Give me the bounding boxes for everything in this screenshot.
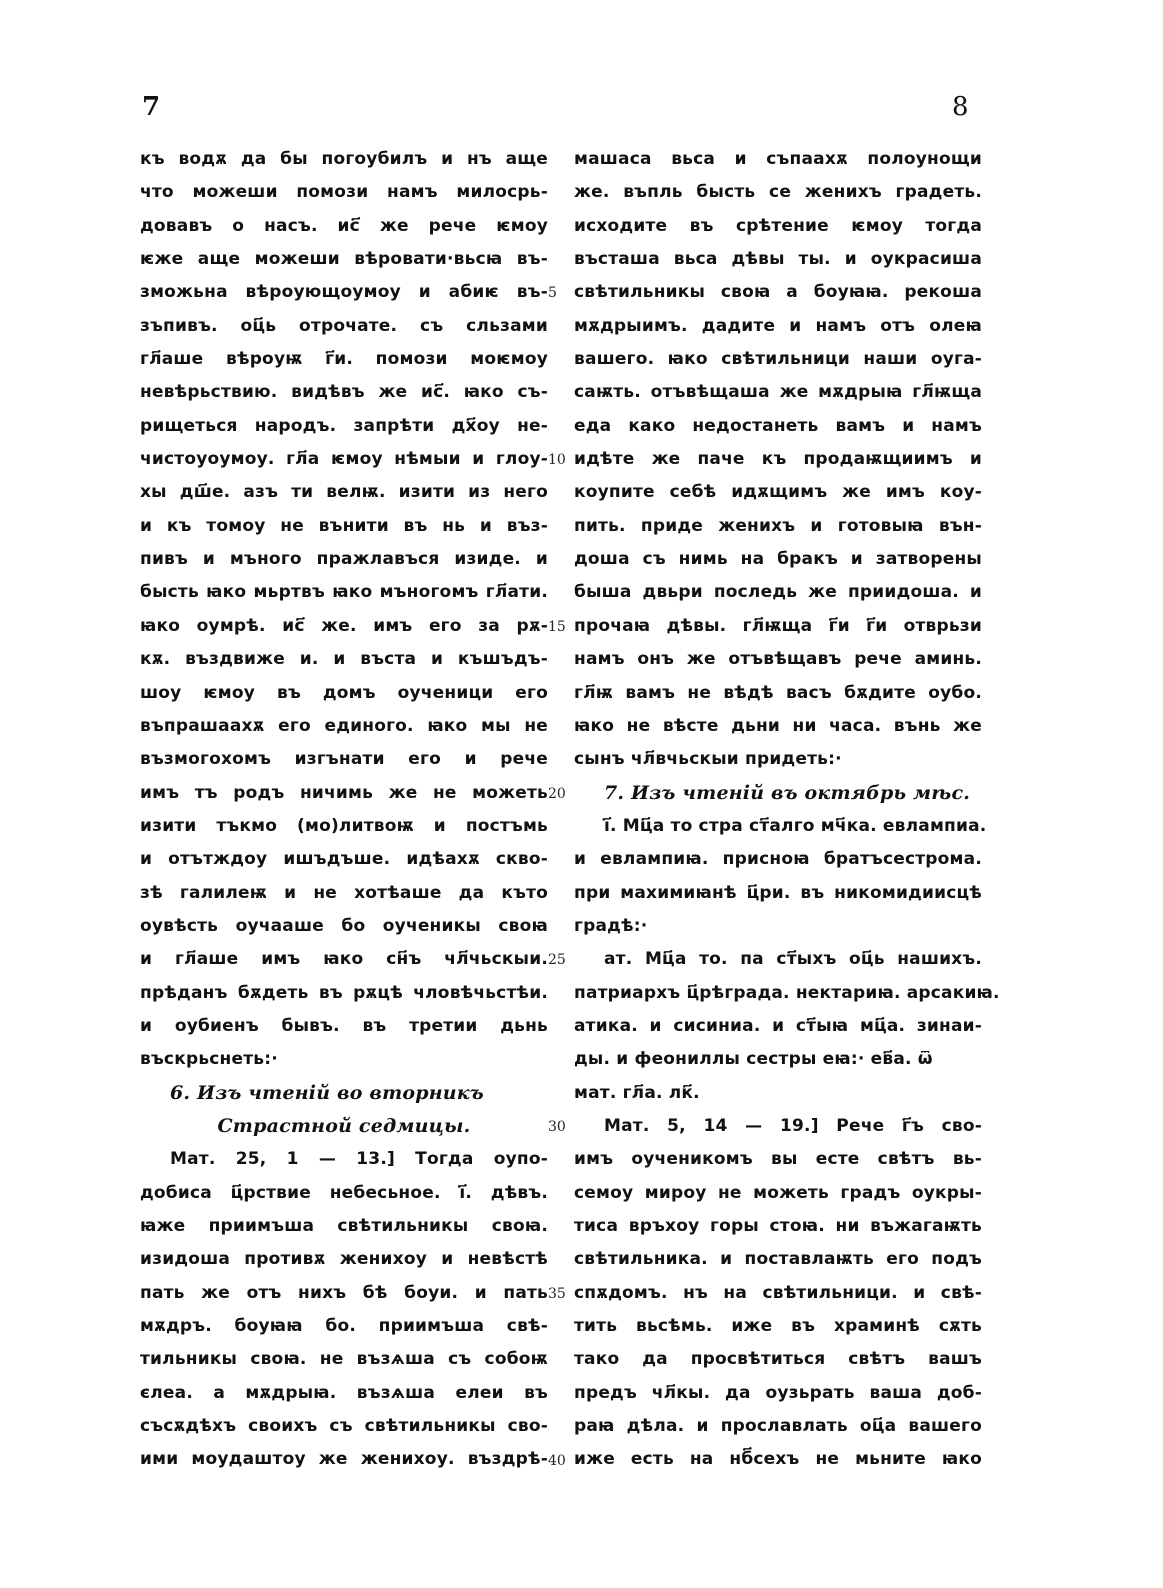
text-line: атика. и сисиниа. и ст҃ыꙗ мц҃а. зинаи-	[574, 1015, 982, 1036]
text-line: имъ тъ родъ ничимь же не можеть	[140, 782, 548, 803]
text-line: спѫдомъ. нъ на свѣтильници. и свѣ-	[574, 1282, 982, 1303]
text-line: тить вьсѣмь. иже въ храминѣ сѫть	[574, 1316, 982, 1337]
text-line: исходите въ срѣтение ѥмоу тогда	[574, 215, 982, 236]
text-line: свѣтильникы своꙗ а боуꙗꙗ. рекоша	[574, 282, 982, 303]
text-line: ѥже аще можеши вѣровати·вьсꙗ въ-	[140, 249, 548, 270]
text-line: мат. гл҃а. лк҃.	[574, 1082, 700, 1103]
text-line: градѣ:·	[574, 915, 648, 936]
page-number-left: 7	[142, 92, 161, 122]
text-line: вашего. ꙗко свѣтильници наши оуга-	[574, 349, 982, 370]
text-line: при махимиꙗнѣ ц҃ри. въ никомидиисцѣ	[574, 882, 982, 903]
text-line: въсташа вьса дѣвы ты. и оукрасиша	[574, 249, 982, 270]
text-line: съсѫдѣхъ своихъ съ свѣтильникы сво-	[140, 1416, 548, 1437]
left-column	[140, 143, 548, 1477]
text-line: ими моудаштоу же женихоу. въздрѣ-	[140, 1449, 548, 1470]
text-line: гл҃ѭ вамъ не вѣдѣ васъ бѫдите оубо.	[574, 682, 982, 703]
text-line: же. въпль бысть се женихъ градеть.	[574, 182, 982, 203]
text-line: тако да просвѣтиться свѣтъ вашъ	[574, 1349, 982, 1370]
text-line: пивъ и мъного пражлавъся изиде. и	[140, 549, 548, 570]
text-line: зможьна вѣроующоумоу и абиѥ въ-	[140, 282, 548, 303]
line-number: 25	[548, 952, 566, 969]
text-line: бысть ꙗко мьртвъ ꙗко мъногомъ гл҃ати.	[140, 582, 548, 603]
text-line: ды. и феониллы сестры еꙗ:· ев҃а. ѿ	[574, 1049, 933, 1070]
text-line: намъ онъ же отъвѣщавъ рече аминь.	[574, 649, 982, 670]
text-line: предъ чл҃кы. да оузьрать ваша доб-	[574, 1382, 982, 1403]
text-line: раꙗ дѣла. и прославлать оц҃а вашего	[574, 1416, 982, 1437]
text-line: и гл҃аше имъ ꙗко сн҃ъ чл҃чьскыи.	[140, 949, 548, 970]
text-line: гл҃аше вѣроуѭ г҃и. помози моѥмоу	[140, 349, 548, 370]
text-line: въскрьснеть:·	[140, 1049, 278, 1070]
text-line: кѫ. въздвиже и. и въста и къшъдъ-	[140, 649, 548, 670]
text-line: что можеши помози намъ милосрь-	[140, 182, 548, 203]
text-line: прочаꙗ дѣвы. гл҃ѭща г҃и г҃и отврьзи	[574, 615, 982, 636]
text-line: мѫдрыимъ. дадите и намъ отъ олеꙗ	[574, 315, 982, 336]
text-line: прѣданъ бѫдеть въ рѫцѣ чловѣчьстѣи.	[140, 982, 548, 1003]
text-line: сынъ чл҃вчьскыи придеть:·	[574, 749, 842, 770]
text-line: възмогохомъ изгънати его и рече	[140, 749, 548, 770]
text-line: Мат. 25, 1 — 13.] Тогда оупо-	[170, 1149, 548, 1170]
line-number: 5	[548, 285, 557, 302]
text-line: къ водѫ да бы погоубилъ и нъ аще	[140, 149, 548, 169]
text-line: изити тъкмо (мо)литвоѭ и постъмь	[140, 815, 548, 836]
text-line: пить. приде женихъ и готовыꙗ вън-	[574, 515, 982, 536]
line-number: 40	[548, 1452, 566, 1469]
text-line: зъпивъ. оц҃ь отрочате. съ сльзами	[140, 315, 548, 336]
text-line: свѣтильника. и поставлаѭть его подъ	[574, 1249, 982, 1270]
text-line: ꙗко оумрѣ. ис҃ же. имъ его за рѫ-	[140, 615, 548, 636]
text-line: чистоуоумоу. гл҃а ѥмоу нѣмыи и глоу-	[140, 449, 548, 470]
text-line: саѭть. отъвѣщаша же мѫдрыꙗ гл҃ѭща	[574, 382, 982, 403]
text-line: Мат. 5, 14 — 19.] Рече г҃ъ сво-	[604, 1115, 982, 1136]
text-line: тильникы своꙗ. не възѧша съ собоѭ	[140, 1349, 548, 1370]
text-line: патриархъ ц҃рѣграда. нектариꙗ. арсакиꙗ.	[574, 982, 1000, 1003]
text-line: и евлампиꙗ. присноꙗ братъсестрома.	[574, 849, 982, 870]
text-line: и къ томоу не вънити въ нь и въз-	[140, 515, 548, 536]
line-number: 10	[548, 452, 566, 469]
text-line: мѫдръ. боуꙗꙗ бо. приимъша свѣ-	[140, 1316, 548, 1337]
text-line: и отътждоу ишъдъше. идѣахѫ скво-	[140, 849, 548, 870]
text-line: хы дш҃е. азъ ти велѭ. изити из него	[140, 482, 548, 503]
text-line: семоу мироу не можеть градъ оукры-	[574, 1182, 982, 1203]
text-line: изидоша противѫ женихоу и невѣстѣ	[140, 1249, 548, 1270]
text-line: оувѣсть оучааше бо оученикы своꙗ	[140, 915, 548, 936]
right-column	[574, 143, 1000, 1477]
text-line: довавъ о насъ. ис҃ же рече ѥмоу	[140, 215, 548, 236]
section-heading: Страстной седмицы.	[217, 1114, 471, 1137]
text-line: невѣрьствию. видѣвъ же ис҃. ꙗко съ-	[140, 382, 548, 403]
text-line: добиса ц҃рствие небесьное. і҃. дѣвъ.	[140, 1182, 548, 1203]
text-line: ꙗже приимъша свѣтильникы своꙗ.	[140, 1216, 548, 1236]
section-heading: 6. Изъ чтеній во вторникъ	[170, 1081, 484, 1104]
text-line: быша двьри последь же приидоша. и	[574, 582, 982, 603]
text-line: доша съ нимь на бракъ и затворены	[574, 549, 982, 570]
text-line: єлеа. а мѫдрыꙗ. възѧша елеи въ	[140, 1382, 548, 1403]
line-number: 30	[548, 1119, 566, 1136]
text-line: машаса вьса и съпаахѫ полоунощи	[574, 149, 982, 169]
text-line: и оубиенъ бывъ. въ третии дьнь	[140, 1015, 548, 1036]
text-line: зѣ галилеѭ и не хотѣаше да къто	[140, 882, 548, 903]
page-number-right: 8	[952, 92, 969, 122]
text-line: коупите себѣ идѫщимъ же имъ коу-	[574, 482, 982, 503]
text-line: ат. Мц҃а то. па ст҃ыхъ оц҃ь нашихъ.	[604, 949, 982, 970]
text-line: еда како недостанеть вамъ и намъ	[574, 415, 982, 436]
text-line: идѣте же паче къ продаѭщиимъ и	[574, 449, 982, 470]
line-number: 20	[548, 785, 566, 802]
text-line: тиса връхоу горы стоꙗ. ни въжагаѭть	[574, 1216, 982, 1236]
text-line: въпрашаахѫ его единого. ꙗко мы не	[140, 715, 548, 736]
text-line: пать же отъ нихъ бѣ боуи. и пать	[140, 1282, 548, 1303]
line-number: 15	[548, 618, 566, 635]
section-heading: 7. Изъ чтеній въ октябрь мѣс.	[604, 781, 971, 804]
text-line: і҃. Мц҃а то стра ст҃алго мч҃ка. евлампиа.	[604, 815, 987, 836]
line-number: 35	[548, 1285, 566, 1302]
text-line: рищеться народъ. запрѣти дх҃оу не-	[140, 415, 548, 436]
text-line: иже есть на нб҃сехъ не мьните ꙗко	[574, 1449, 982, 1470]
text-line: шоу ѥмоу въ домъ оученици его	[140, 682, 548, 703]
text-line: имъ оученикомъ вы есте свѣтъ вь-	[574, 1149, 982, 1170]
text-line: ꙗко не вѣсте дьни ни часа. вънь же	[574, 715, 982, 736]
